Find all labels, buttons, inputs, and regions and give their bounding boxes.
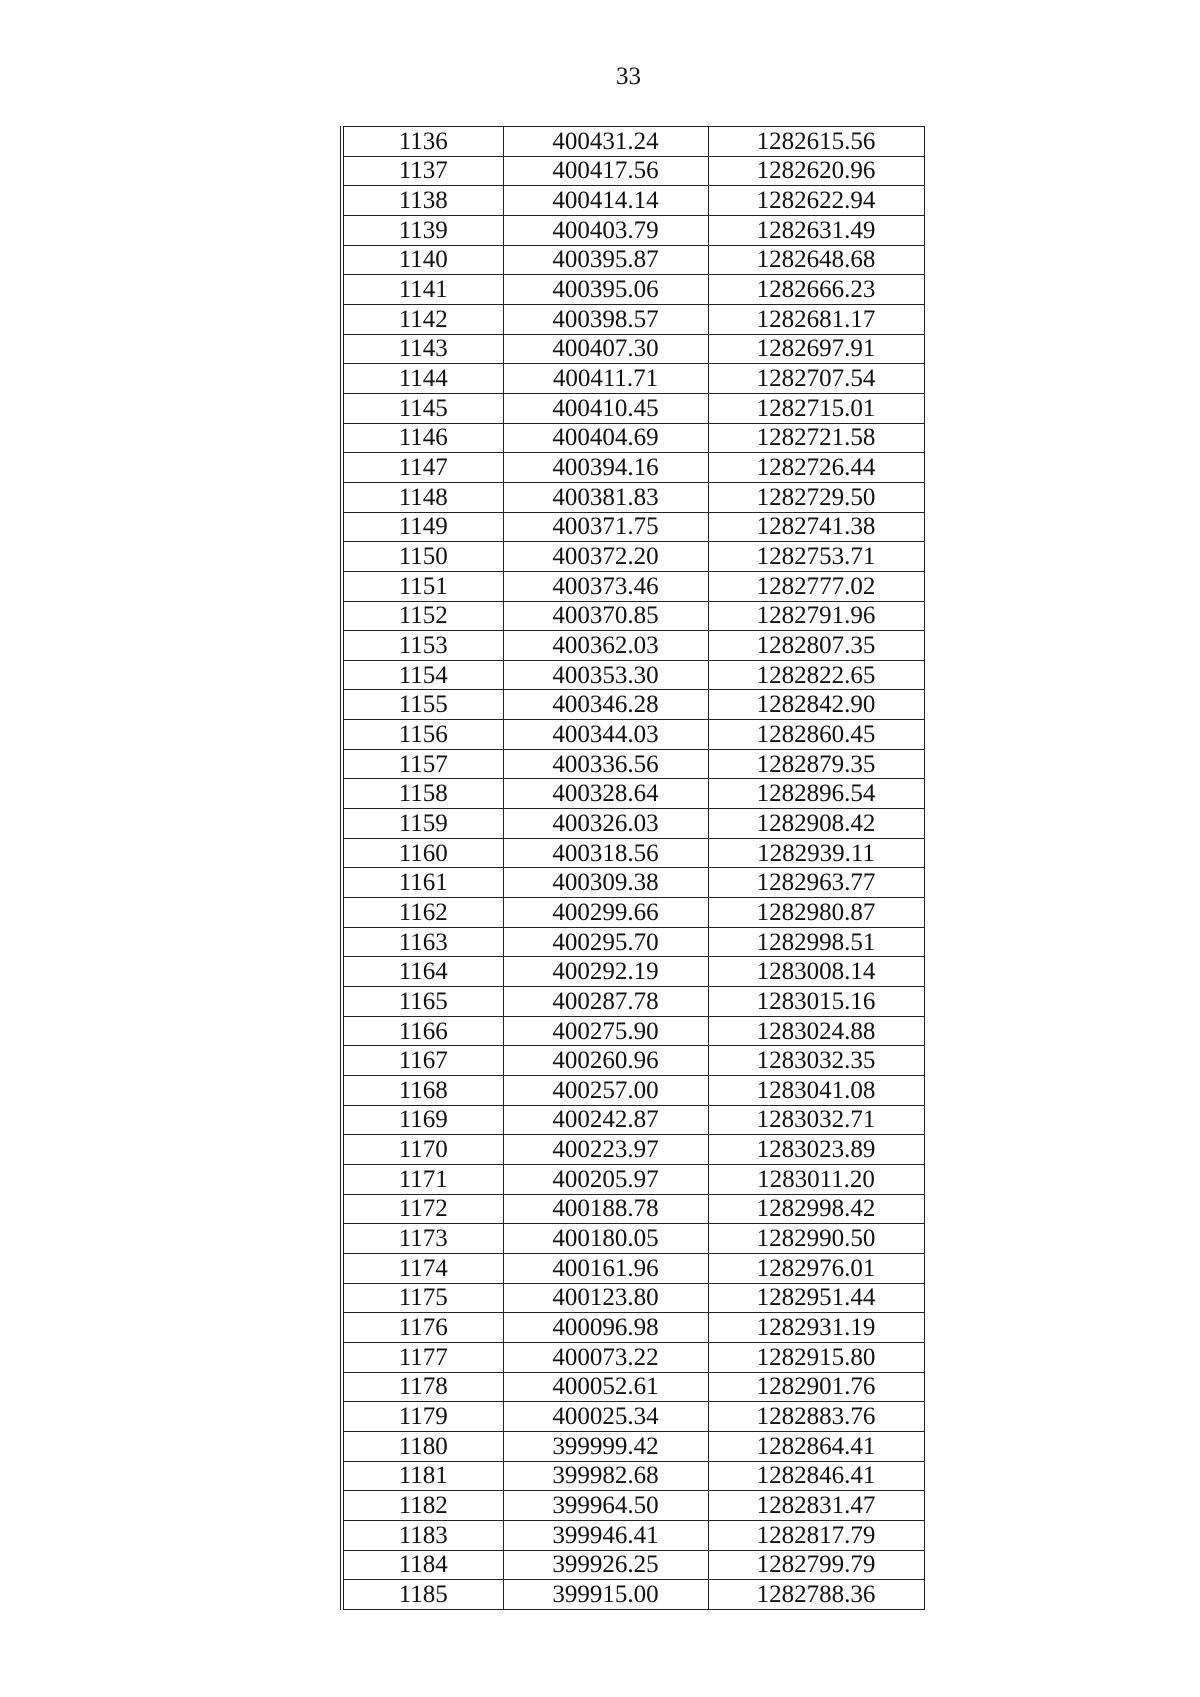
- point-number-cell: 1136: [342, 127, 503, 157]
- point-number-cell: 1157: [342, 749, 503, 779]
- table-row: [342, 1402, 924, 1432]
- point-number-cell: 1137: [342, 156, 503, 186]
- point-number-cell: 1160: [342, 838, 503, 868]
- x-coordinate-cell: 400344.03: [503, 720, 708, 750]
- point-number-cell: 1142: [342, 304, 503, 334]
- table-row: [342, 1283, 924, 1313]
- table-row: [342, 1253, 924, 1283]
- table-row: [342, 1550, 924, 1580]
- y-coordinate-cell: 1282915.80: [708, 1342, 924, 1372]
- point-number-cell: 1163: [342, 927, 503, 957]
- x-coordinate-cell: 400372.20: [503, 542, 708, 572]
- point-number-cell: 1146: [342, 423, 503, 453]
- x-coordinate-cell: 400395.06: [503, 275, 708, 305]
- y-coordinate-cell: 1282799.79: [708, 1550, 924, 1580]
- table-row: [342, 690, 924, 720]
- y-coordinate-cell: 1282976.01: [708, 1253, 924, 1283]
- table-row: [342, 304, 924, 334]
- point-number-cell: 1147: [342, 453, 503, 483]
- y-coordinate-cell: 1282648.68: [708, 245, 924, 275]
- x-coordinate-cell: 400123.80: [503, 1283, 708, 1313]
- table-row: [342, 156, 924, 186]
- point-number-cell: 1181: [342, 1461, 503, 1491]
- x-coordinate-cell: 400410.45: [503, 393, 708, 423]
- point-number-cell: 1144: [342, 364, 503, 394]
- point-number-cell: 1150: [342, 542, 503, 572]
- point-number-cell: 1148: [342, 482, 503, 512]
- x-coordinate-cell: 400188.78: [503, 1194, 708, 1224]
- table-row: [342, 1076, 924, 1106]
- point-number-cell: 1139: [342, 215, 503, 245]
- y-coordinate-cell: 1282963.77: [708, 868, 924, 898]
- y-coordinate-cell: 1283032.71: [708, 1105, 924, 1135]
- x-coordinate-cell: 400404.69: [503, 423, 708, 453]
- y-coordinate-cell: 1282908.42: [708, 809, 924, 839]
- coordinates-table-body: [342, 127, 924, 1610]
- y-coordinate-cell: 1282807.35: [708, 631, 924, 661]
- x-coordinate-cell: 400096.98: [503, 1313, 708, 1343]
- x-coordinate-cell: 399946.41: [503, 1520, 708, 1550]
- x-coordinate-cell: 400205.97: [503, 1164, 708, 1194]
- table-row: [342, 1016, 924, 1046]
- y-coordinate-cell: 1282846.41: [708, 1461, 924, 1491]
- point-number-cell: 1168: [342, 1076, 503, 1106]
- table-row: [342, 127, 924, 157]
- x-coordinate-cell: 400336.56: [503, 749, 708, 779]
- y-coordinate-cell: 1283008.14: [708, 957, 924, 987]
- point-number-cell: 1184: [342, 1550, 503, 1580]
- table-row: [342, 957, 924, 987]
- table-row: [342, 512, 924, 542]
- table-row: [342, 838, 924, 868]
- y-coordinate-cell: 1282831.47: [708, 1491, 924, 1521]
- table-row: [342, 601, 924, 631]
- x-coordinate-cell: 400398.57: [503, 304, 708, 334]
- point-number-cell: 1138: [342, 186, 503, 216]
- table-row: [342, 364, 924, 394]
- x-coordinate-cell: 400287.78: [503, 987, 708, 1017]
- y-coordinate-cell: 1282631.49: [708, 215, 924, 245]
- y-coordinate-cell: 1282842.90: [708, 690, 924, 720]
- point-number-cell: 1183: [342, 1520, 503, 1550]
- y-coordinate-cell: 1282721.58: [708, 423, 924, 453]
- y-coordinate-cell: 1282777.02: [708, 571, 924, 601]
- point-number-cell: 1174: [342, 1253, 503, 1283]
- x-coordinate-cell: 400370.85: [503, 601, 708, 631]
- table-row: [342, 1520, 924, 1550]
- x-coordinate-cell: 400275.90: [503, 1016, 708, 1046]
- table-row: [342, 720, 924, 750]
- x-coordinate-cell: 400411.71: [503, 364, 708, 394]
- x-coordinate-cell: 400353.30: [503, 660, 708, 690]
- table-row: [342, 1580, 924, 1610]
- x-coordinate-cell: 400326.03: [503, 809, 708, 839]
- point-number-cell: 1154: [342, 660, 503, 690]
- y-coordinate-cell: 1282715.01: [708, 393, 924, 423]
- x-coordinate-cell: 400407.30: [503, 334, 708, 364]
- table-row: [342, 987, 924, 1017]
- point-number-cell: 1161: [342, 868, 503, 898]
- table-row: [342, 1105, 924, 1135]
- table-row: [342, 898, 924, 928]
- table-row: [342, 809, 924, 839]
- x-coordinate-cell: 400381.83: [503, 482, 708, 512]
- table-row: [342, 393, 924, 423]
- table-row: [342, 482, 924, 512]
- y-coordinate-cell: 1282931.19: [708, 1313, 924, 1343]
- x-coordinate-cell: 400242.87: [503, 1105, 708, 1135]
- table-row: [342, 868, 924, 898]
- point-number-cell: 1145: [342, 393, 503, 423]
- table-row: [342, 1046, 924, 1076]
- x-coordinate-cell: 400394.16: [503, 453, 708, 483]
- x-coordinate-cell: 399964.50: [503, 1491, 708, 1521]
- x-coordinate-cell: 399982.68: [503, 1461, 708, 1491]
- table-row: [342, 1164, 924, 1194]
- y-coordinate-cell: 1282998.42: [708, 1194, 924, 1224]
- x-coordinate-cell: 400346.28: [503, 690, 708, 720]
- point-number-cell: 1171: [342, 1164, 503, 1194]
- y-coordinate-cell: 1282901.76: [708, 1372, 924, 1402]
- x-coordinate-cell: 400318.56: [503, 838, 708, 868]
- table-row: [342, 1342, 924, 1372]
- point-number-cell: 1149: [342, 512, 503, 542]
- x-coordinate-cell: 400025.34: [503, 1402, 708, 1432]
- y-coordinate-cell: 1282860.45: [708, 720, 924, 750]
- y-coordinate-cell: 1282998.51: [708, 927, 924, 957]
- point-number-cell: 1173: [342, 1224, 503, 1254]
- y-coordinate-cell: 1282697.91: [708, 334, 924, 364]
- x-coordinate-cell: 400309.38: [503, 868, 708, 898]
- table-row: [342, 1135, 924, 1165]
- y-coordinate-cell: 1282707.54: [708, 364, 924, 394]
- y-coordinate-cell: 1282615.56: [708, 127, 924, 157]
- y-coordinate-cell: 1282990.50: [708, 1224, 924, 1254]
- y-coordinate-cell: 1282620.96: [708, 156, 924, 186]
- table-row: [342, 927, 924, 957]
- page-number: 33: [616, 63, 641, 90]
- table-row: [342, 275, 924, 305]
- point-number-cell: 1153: [342, 631, 503, 661]
- table-row: [342, 779, 924, 809]
- y-coordinate-cell: 1282817.79: [708, 1520, 924, 1550]
- point-number-cell: 1166: [342, 1016, 503, 1046]
- y-coordinate-cell: 1282896.54: [708, 779, 924, 809]
- y-coordinate-cell: 1282864.41: [708, 1431, 924, 1461]
- x-coordinate-cell: 400257.00: [503, 1076, 708, 1106]
- point-number-cell: 1162: [342, 898, 503, 928]
- y-coordinate-cell: 1282666.23: [708, 275, 924, 305]
- point-number-cell: 1185: [342, 1580, 503, 1610]
- point-number-cell: 1180: [342, 1431, 503, 1461]
- table-row: [342, 186, 924, 216]
- y-coordinate-cell: 1283041.08: [708, 1076, 924, 1106]
- x-coordinate-cell: 400223.97: [503, 1135, 708, 1165]
- point-number-cell: 1143: [342, 334, 503, 364]
- y-coordinate-cell: 1283024.88: [708, 1016, 924, 1046]
- point-number-cell: 1172: [342, 1194, 503, 1224]
- point-number-cell: 1175: [342, 1283, 503, 1313]
- point-number-cell: 1141: [342, 275, 503, 305]
- y-coordinate-cell: 1282939.11: [708, 838, 924, 868]
- coordinates-table: [340, 126, 925, 1610]
- table-row: [342, 1372, 924, 1402]
- point-number-cell: 1177: [342, 1342, 503, 1372]
- table-row: [342, 215, 924, 245]
- table-row: [342, 453, 924, 483]
- point-number-cell: 1170: [342, 1135, 503, 1165]
- x-coordinate-cell: 400403.79: [503, 215, 708, 245]
- point-number-cell: 1159: [342, 809, 503, 839]
- y-coordinate-cell: 1282822.65: [708, 660, 924, 690]
- point-number-cell: 1178: [342, 1372, 503, 1402]
- table-row: [342, 334, 924, 364]
- table-row: [342, 1194, 924, 1224]
- point-number-cell: 1164: [342, 957, 503, 987]
- x-coordinate-cell: 400161.96: [503, 1253, 708, 1283]
- x-coordinate-cell: 400052.61: [503, 1372, 708, 1402]
- point-number-cell: 1156: [342, 720, 503, 750]
- y-coordinate-cell: 1282741.38: [708, 512, 924, 542]
- x-coordinate-cell: 400328.64: [503, 779, 708, 809]
- table-row: [342, 749, 924, 779]
- y-coordinate-cell: 1282883.76: [708, 1402, 924, 1432]
- y-coordinate-cell: 1283032.35: [708, 1046, 924, 1076]
- table-row: [342, 423, 924, 453]
- point-number-cell: 1152: [342, 601, 503, 631]
- y-coordinate-cell: 1282753.71: [708, 542, 924, 572]
- x-coordinate-cell: 400395.87: [503, 245, 708, 275]
- table-row: [342, 1224, 924, 1254]
- point-number-cell: 1151: [342, 571, 503, 601]
- y-coordinate-cell: 1282980.87: [708, 898, 924, 928]
- point-number-cell: 1158: [342, 779, 503, 809]
- y-coordinate-cell: 1283023.89: [708, 1135, 924, 1165]
- point-number-cell: 1176: [342, 1313, 503, 1343]
- point-number-cell: 1182: [342, 1491, 503, 1521]
- y-coordinate-cell: 1282788.36: [708, 1580, 924, 1610]
- table-row: [342, 1313, 924, 1343]
- table-row: [342, 542, 924, 572]
- point-number-cell: 1165: [342, 987, 503, 1017]
- y-coordinate-cell: 1282951.44: [708, 1283, 924, 1313]
- x-coordinate-cell: 400180.05: [503, 1224, 708, 1254]
- table-row: [342, 571, 924, 601]
- y-coordinate-cell: 1283015.16: [708, 987, 924, 1017]
- x-coordinate-cell: 400292.19: [503, 957, 708, 987]
- y-coordinate-cell: 1282729.50: [708, 482, 924, 512]
- x-coordinate-cell: 400371.75: [503, 512, 708, 542]
- table-row: [342, 1431, 924, 1461]
- y-coordinate-cell: 1282726.44: [708, 453, 924, 483]
- x-coordinate-cell: 400373.46: [503, 571, 708, 601]
- table-row: [342, 1491, 924, 1521]
- x-coordinate-cell: 400417.56: [503, 156, 708, 186]
- table-row: [342, 660, 924, 690]
- y-coordinate-cell: 1282879.35: [708, 749, 924, 779]
- table-row: [342, 245, 924, 275]
- x-coordinate-cell: 400362.03: [503, 631, 708, 661]
- point-number-cell: 1167: [342, 1046, 503, 1076]
- x-coordinate-cell: 400299.66: [503, 898, 708, 928]
- y-coordinate-cell: 1282681.17: [708, 304, 924, 334]
- x-coordinate-cell: 400431.24: [503, 127, 708, 157]
- x-coordinate-cell: 400414.14: [503, 186, 708, 216]
- x-coordinate-cell: 400260.96: [503, 1046, 708, 1076]
- x-coordinate-cell: 399926.25: [503, 1550, 708, 1580]
- table-row: [342, 631, 924, 661]
- x-coordinate-cell: 400295.70: [503, 927, 708, 957]
- y-coordinate-cell: 1282791.96: [708, 601, 924, 631]
- point-number-cell: 1169: [342, 1105, 503, 1135]
- x-coordinate-cell: 400073.22: [503, 1342, 708, 1372]
- y-coordinate-cell: 1283011.20: [708, 1164, 924, 1194]
- y-coordinate-cell: 1282622.94: [708, 186, 924, 216]
- point-number-cell: 1155: [342, 690, 503, 720]
- x-coordinate-cell: 399999.42: [503, 1431, 708, 1461]
- x-coordinate-cell: 399915.00: [503, 1580, 708, 1610]
- point-number-cell: 1179: [342, 1402, 503, 1432]
- table-row: [342, 1461, 924, 1491]
- point-number-cell: 1140: [342, 245, 503, 275]
